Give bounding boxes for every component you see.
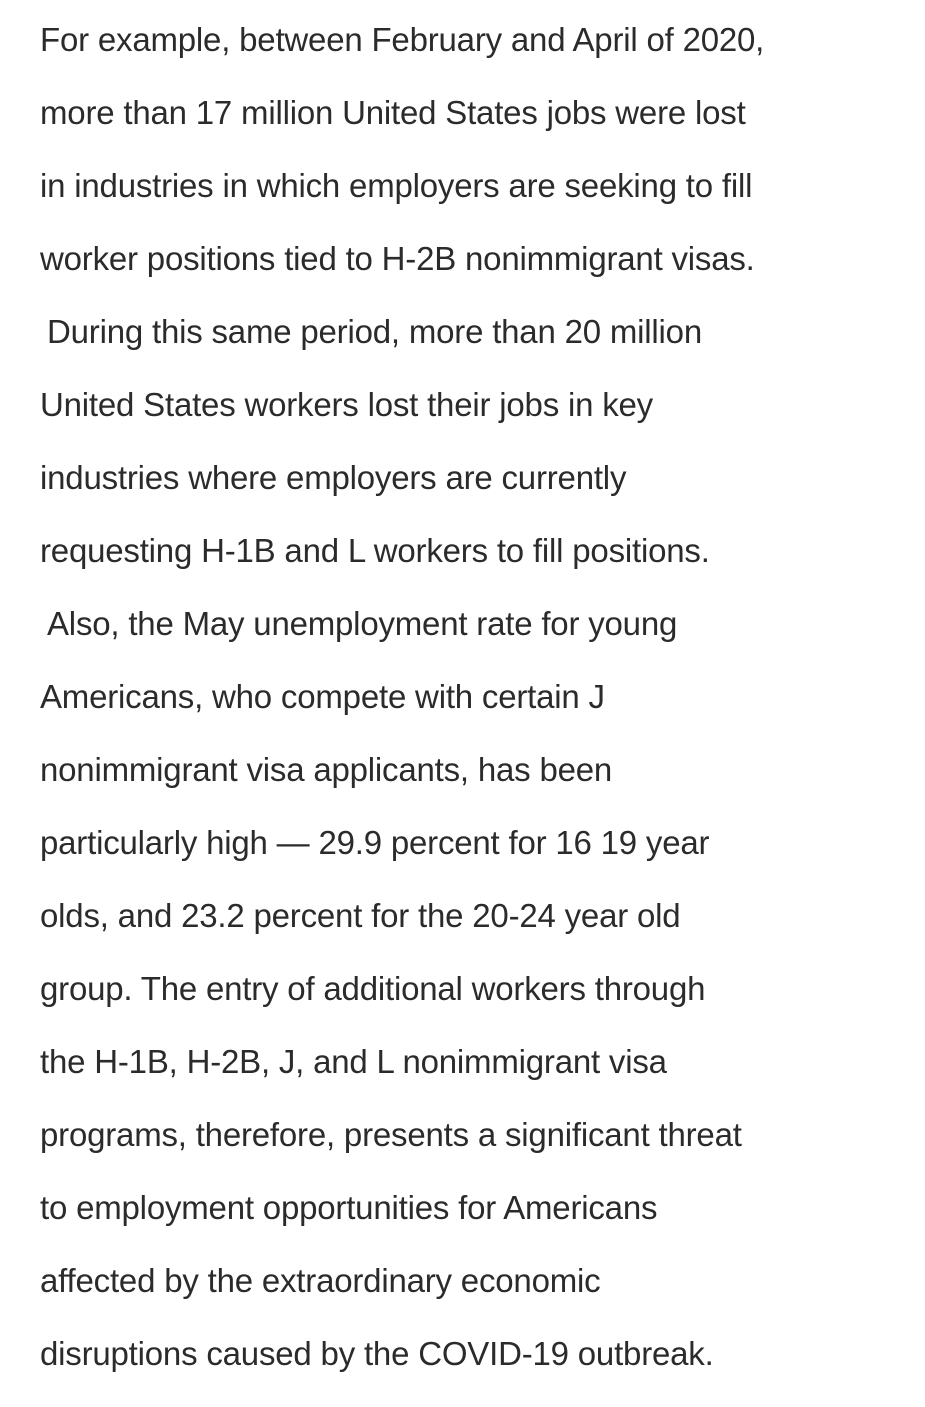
text-line: the H-1B, H-2B, J, and L nonimmigrant visa: [40, 1043, 667, 1080]
text-line: industries where employers are currently: [40, 459, 627, 496]
text-line: Americans, who compete with certain J: [40, 678, 605, 715]
text-line: olds, and 23.2 percent for the 20-24 year old: [40, 897, 681, 934]
text-line: programs, therefore, presents a significant threat: [40, 1116, 742, 1153]
text-line: disruptions caused by the COVID-19 outbreak.: [40, 1335, 714, 1372]
text-line: particularly high — 29.9 percent for 16 19 year: [40, 824, 710, 861]
text-line: to employment opportunities for Americans: [40, 1189, 658, 1226]
text-line: more than 17 million United States jobs were lost: [40, 94, 746, 131]
text-line: nonimmigrant visa applicants, has been: [40, 751, 613, 788]
text-line: Also, the May unemployment rate for young: [47, 605, 678, 642]
text-line: group. The entry of additional workers through: [40, 970, 706, 1007]
text-line: For example, between February and April of 2020,: [40, 21, 765, 58]
text-line: affected by the extraordinary economic: [40, 1262, 601, 1299]
text-line: During this same period, more than 20 million: [47, 313, 702, 350]
text-line: worker positions tied to H-2B nonimmigrant visas.: [40, 240, 755, 277]
text-line: requesting H-1B and L workers to fill positions.: [40, 532, 710, 569]
text-line: in industries in which employers are seeking to fill: [40, 167, 753, 204]
text-line: United States workers lost their jobs in key: [40, 386, 653, 423]
